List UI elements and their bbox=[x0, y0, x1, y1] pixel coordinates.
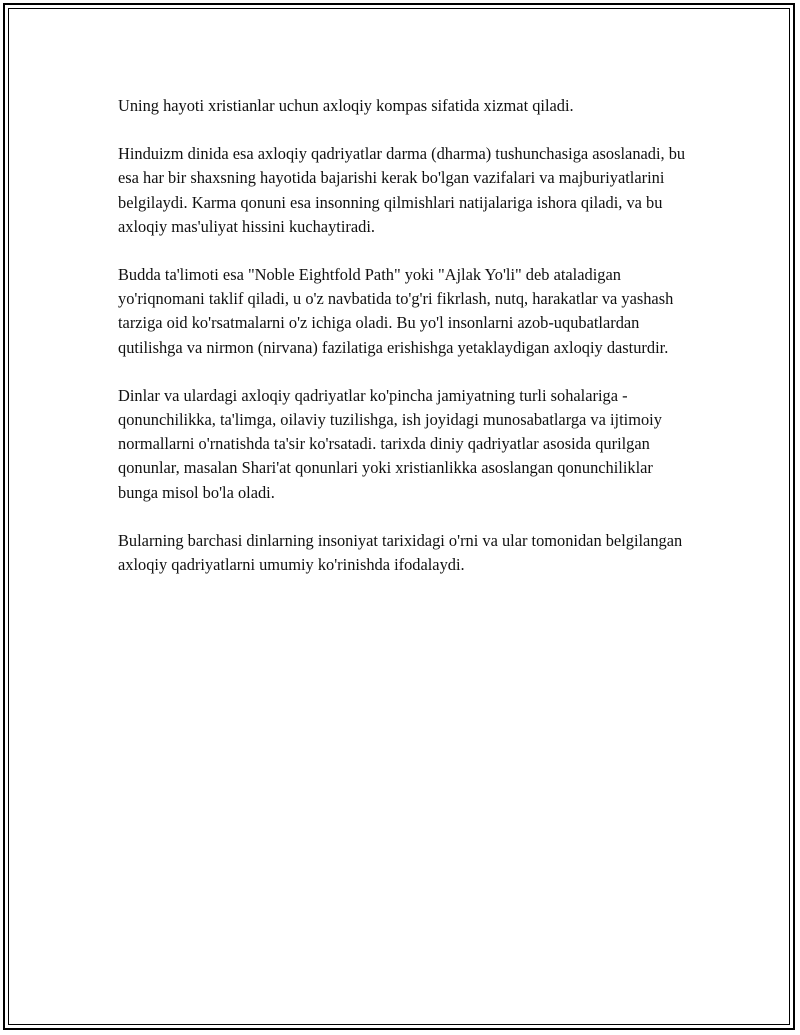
paragraph-4: Dinlar va ulardagi axloqiy qadriyatlar ko'pincha jamiyatning turli sohalariga - qonunchilikka, ta'limga, oilaviy tuzilishga, ish joyidagi munosabatlarga va ijtimoiy normallarni o'rnatishda ta'sir ko'rsatadi. tarixda diniy qadriyatlar asosida qurilgan qonunlar, masalan Shari'at qonunlari yoki xristianlikka asoslangan qonunchiliklar bunga misol bo'la oladi. bbox=[118, 385, 662, 502]
paragraph-3: Budda ta'limoti esa "Noble Eightfold Path" yoki "Ajlak Yo'li" deb ataladigan yo'riqnomani taklif qiladi, u o'z navbatida to'g'ri fikrlash, nutq, harakatlar va yashash tarziga oid ko'rsatmalarni o'z ichiga oladi. Bu yo'l insonlarni azob-uqubatlardan qutilishga va nirmon (nirvana) fazilatiga erishishga yetaklaydigan axloqiy dasturdir. bbox=[118, 265, 674, 357]
paragraph-2: Hinduizm dinida esa axloqiy qadriyatlar darma (dharma) tushunchasiga asoslanadi, bu esa har bir shaxsning hayotida bajarishi kerak bo'lgan vazifalari va majburiyatlarini belgilaydi. Karma qonuni esa insonning qilmishlari natijalariga ishora qiladi, va bu axloqiy mas'uliyat hissini kuchaytiradi. bbox=[118, 144, 686, 236]
paragraph-5: Bularning barchasi dinlarning insoniyat tarixidagi o'rni va ular tomonidan belgilangan axloqiy qadriyatlarni umumiy ko'rinishda ifodalaydi. bbox=[118, 530, 683, 575]
paragraph-1: Uning hayoti xristianlar uchun axloqiy kompas sifatida xizmat qiladi. bbox=[118, 96, 574, 115]
document-body bbox=[118, 94, 690, 601]
